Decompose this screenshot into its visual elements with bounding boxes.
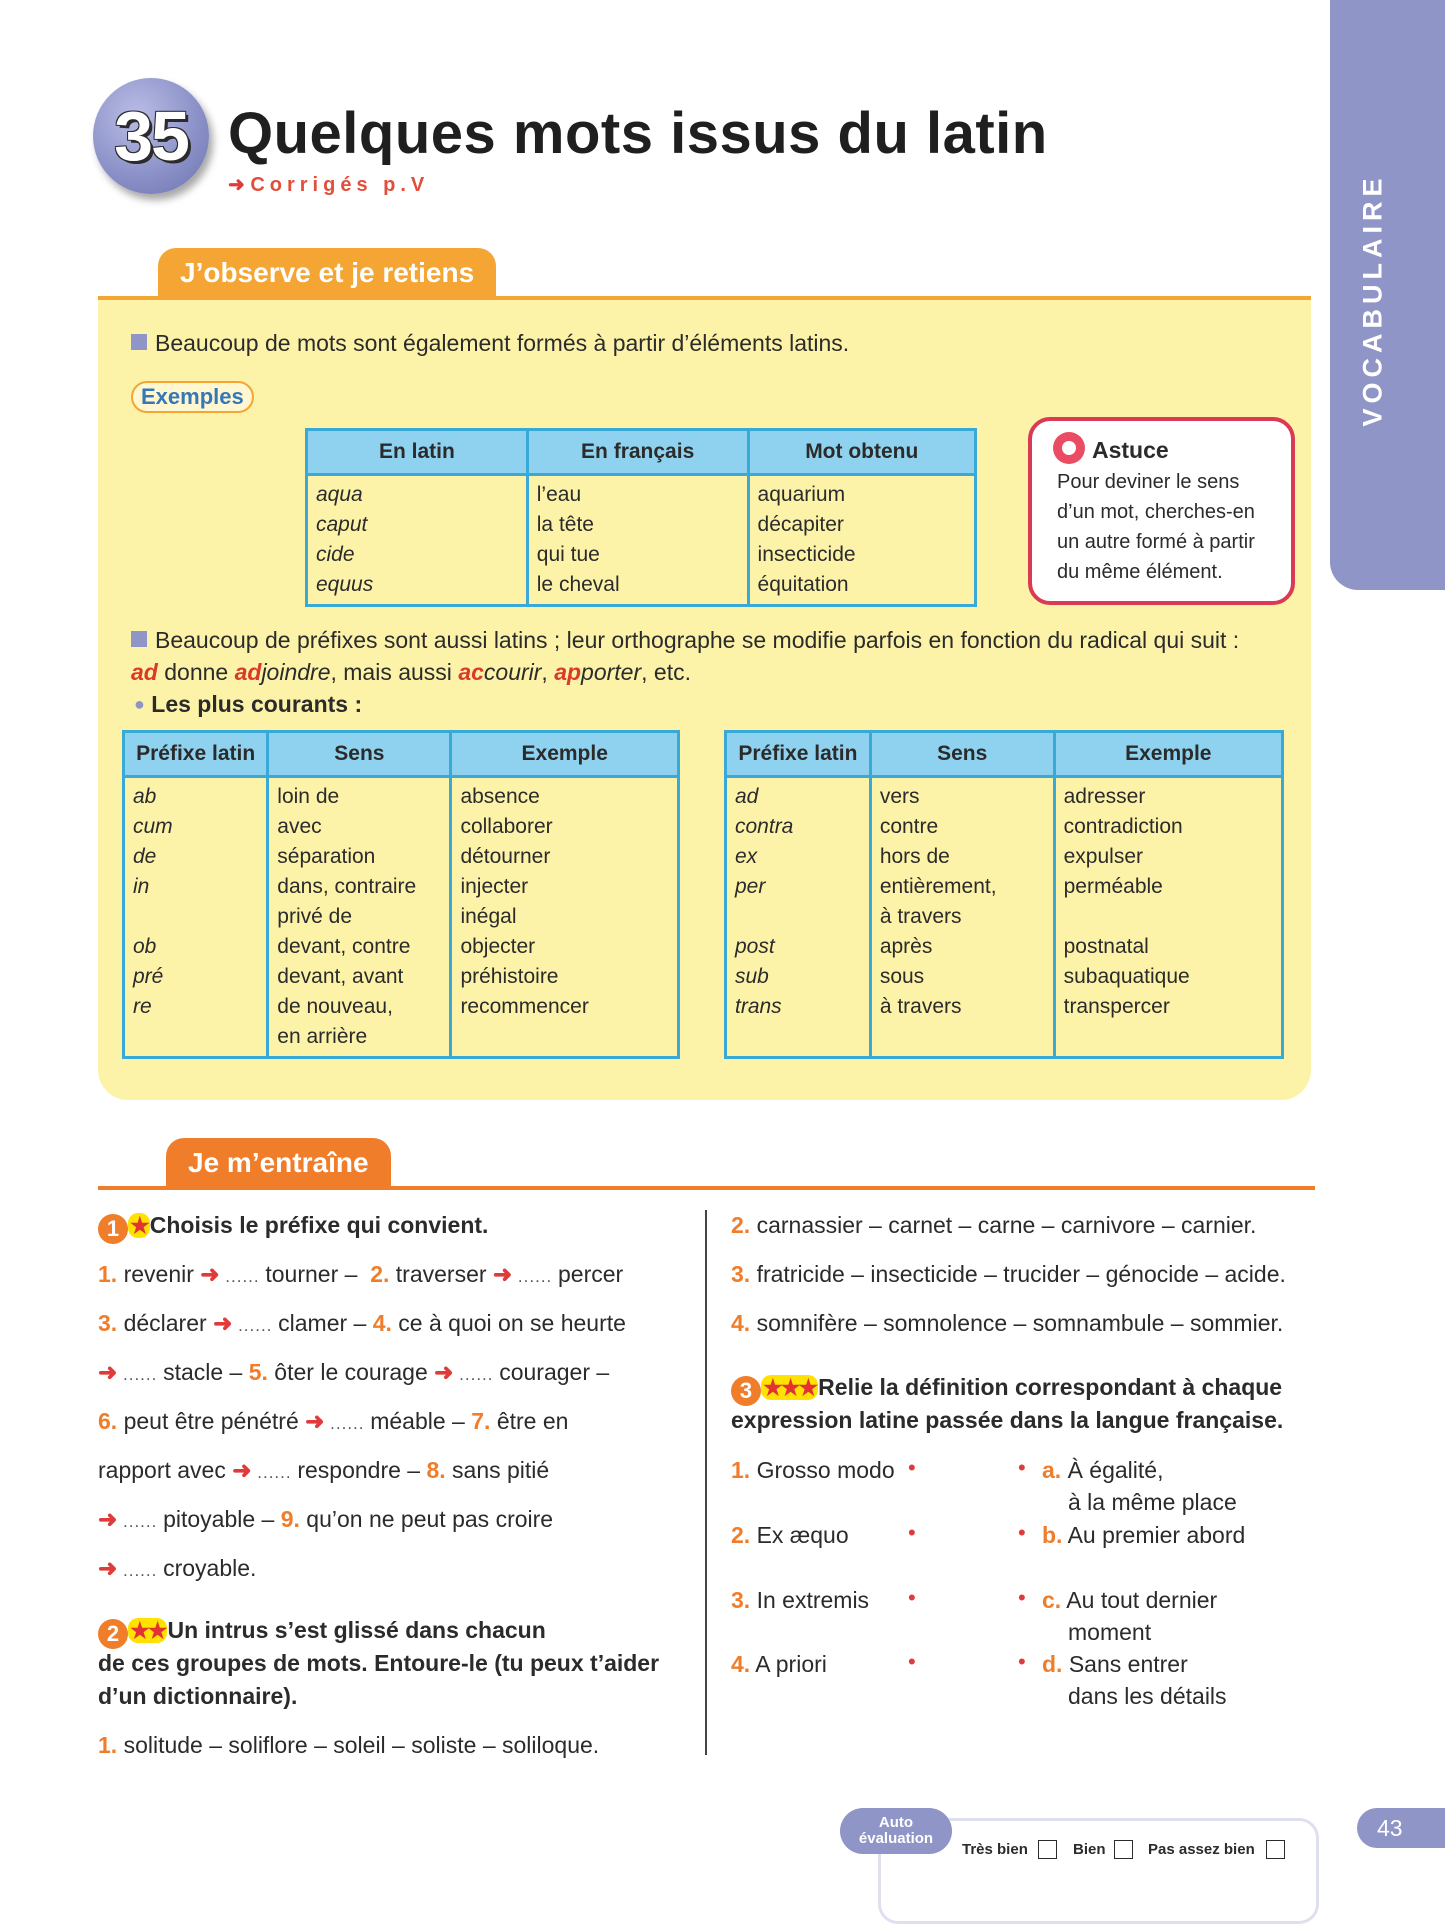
definition-item-cont: moment [1068,1619,1152,1645]
word-group: somnifère – somnolence – somnambule – sommier. [750,1310,1284,1336]
section-practice-rule [98,1186,1315,1190]
exercise-title-text: Relie la définition correspondant à chaque [818,1374,1283,1400]
text-fragment: croyable. [163,1555,257,1581]
prefix-table-left [122,730,680,1059]
table-cell: absence collaborer détourner injecter inégal objecter préhistoire recommencer [451,777,679,1058]
square-bullet-icon [131,631,147,647]
exercise-2-item [731,1210,1256,1240]
corriges-label: Corrigés p.V [250,174,430,196]
latin-words-table [305,428,977,607]
star-icon: ★ [130,1213,148,1238]
intro-paragraph [131,330,849,357]
item-number: 4. [731,1310,751,1336]
text-fragment: qu’on ne peut pas croire [299,1506,554,1532]
text-fragment: percer [558,1261,624,1287]
exercise-number-badge: 1 [98,1214,128,1244]
table-cell: vers contre hors de entièrement, à travers après sous à travers [870,777,1054,1058]
text-fragment: méable – [370,1408,472,1434]
checkbox-pas-assez-bien[interactable] [1266,1840,1285,1859]
corriges-link[interactable] [228,172,429,197]
expression-text: Ex æquo [750,1522,849,1548]
text-fragment: traverser [389,1261,493,1287]
exercise-1-line [98,1504,553,1537]
word-fragment: courir [483,659,542,685]
text-fragment: rapport avec [98,1457,233,1483]
word-group: fratricide – insecticide – trucider – génocide – acide. [750,1261,1286,1287]
link-dot[interactable]: • [1018,1585,1026,1610]
text-fragment: déclarer [117,1310,214,1336]
item-letter: d. [1042,1651,1063,1677]
item-number: 1. [98,1732,118,1758]
definition-item [1042,1649,1188,1679]
table-cell: loin de avec séparation dans, contraire privé de devant, contre devant, avant de nouveau, en arrière [268,777,451,1058]
arrow-right-icon: ➜ [232,1457,252,1483]
table-cell: equus [316,573,374,596]
exercise-title-text: Un intrus s’est glissé dans chacun [167,1617,546,1643]
table-cell: la tête [536,513,594,536]
arrow-right-icon: ➜ [200,1261,220,1287]
table-cell: équitation [757,573,849,596]
section-practice-tab: Je m’entraîne [166,1138,391,1188]
text-fragment: sans pitié [445,1457,550,1483]
definition-item [1042,1455,1163,1485]
text-fragment: , mais aussi [330,659,459,685]
expression-text: Grosso modo [750,1457,895,1483]
text-fragment: ôter le courage [267,1359,435,1385]
exercise-2-item [731,1259,1286,1289]
table-header: Exemple [1054,732,1282,777]
exercise-number-badge: 3 [731,1376,761,1406]
exercise-2-item [98,1730,599,1760]
item-number: 2. [731,1212,751,1238]
arrow-right-icon: ➜ [228,174,251,196]
item-number: 1. [731,1457,751,1483]
exercise-1-title [98,1210,488,1244]
table-header: Mot obtenu [748,430,975,475]
arrow-right-icon: ➜ [213,1310,233,1336]
item-number: 8. [426,1457,446,1483]
table-cell: qui tue [536,543,600,566]
table-header: Préfixe latin [726,732,871,777]
prefix-highlight: ap [554,659,582,685]
link-dot[interactable]: • [908,1585,916,1610]
text-fragment: stacle – [163,1359,249,1385]
astuce-title: Astuce [1092,437,1169,463]
astuce-text: Pour deviner le sens d’un mot, cherches-en un autre formé à partir du même élément. [1057,471,1255,583]
link-dot[interactable]: • [908,1455,916,1480]
link-dot[interactable]: • [908,1649,916,1674]
blank-field[interactable]: ...... [117,1561,164,1580]
table-header: Préfixe latin [124,732,268,777]
arrow-right-icon: ➜ [98,1555,118,1581]
link-dot[interactable]: • [1018,1649,1026,1674]
prefix-highlight: ac [458,659,484,685]
exercise-1-line [98,1455,549,1488]
definition-item-cont: à la même place [1068,1489,1237,1515]
option-pas-assez-bien-label: Pas assez bien [1148,1841,1255,1858]
page-title: Quelques mots issus du latin [228,101,1048,166]
table-cell: aqua [316,483,363,506]
item-letter: a. [1042,1457,1062,1483]
link-dot[interactable]: • [1018,1520,1026,1545]
exercise-3-title [731,1372,1282,1406]
word-group: carnassier – carnet – carne – carnivore – carnier. [750,1212,1257,1238]
expression-item [731,1585,869,1615]
blank-field[interactable]: ...... [453,1365,500,1384]
blank-field[interactable]: ...... [219,1267,266,1286]
item-number: 3. [731,1261,751,1287]
plus-courants-label: Les plus courants : [151,691,363,717]
table-cell: décapiter [757,513,844,536]
auto-evaluation-label [840,1808,952,1854]
item-number: 4. [372,1310,392,1336]
definition-text: Au tout dernier [1061,1587,1218,1613]
prefix-example-line [131,659,691,686]
auto-label-line: évaluation [858,1830,934,1847]
item-letter: b. [1042,1522,1063,1548]
definition-item-cont: dans les détails [1068,1683,1227,1709]
star-icon: ★★ [130,1618,166,1643]
definition-text: Sans entrer [1062,1651,1188,1677]
exercise-1-line [98,1553,256,1586]
expression-item [731,1649,827,1679]
table-header: Sens [870,732,1054,777]
text-fragment: clamer – [278,1310,373,1336]
table-header: En latin [307,430,528,475]
word-fragment: joindre [261,659,331,685]
prefix-intro-text: Beaucoup de préfixes sont aussi latins ; leur orthographe se modifie parfois en fonction du radical qui suit : [155,627,1240,653]
text-fragment: , etc. [641,659,691,685]
item-number: 5. [248,1359,268,1385]
item-letter: c. [1042,1587,1062,1613]
arrow-right-icon: ➜ [98,1359,118,1385]
definition-item [1042,1585,1217,1615]
latin-column [307,475,528,606]
link-dot[interactable]: • [908,1520,916,1545]
item-number: 2. [731,1522,751,1548]
definition-text: Au premier abord [1062,1522,1246,1548]
item-number: 2. [370,1261,390,1287]
table-cell: caput [316,513,368,536]
blank-field[interactable]: ...... [117,1365,164,1384]
expression-item [731,1520,849,1550]
table-cell: le cheval [536,573,620,596]
table-header: En français [527,430,748,475]
french-column [527,475,748,606]
plus-courants-line [134,691,362,718]
text-fragment: ce à quoi on se heurte [391,1310,626,1336]
arrow-right-icon: ➜ [98,1506,118,1532]
link-dot[interactable]: • [1018,1455,1026,1480]
table-header: Exemple [451,732,679,777]
exercise-number-badge: 2 [98,1619,128,1649]
exercise-1-line [98,1357,609,1390]
column-divider [705,1210,707,1755]
arrow-right-icon: ➜ [492,1261,513,1287]
blank-field[interactable]: ...... [324,1414,371,1433]
prefix-intro [131,627,1239,654]
item-number: 1. [98,1261,118,1287]
text-fragment: respondre – [297,1457,427,1483]
option-tres-bien-label: Très bien [962,1841,1028,1858]
exercise-2-title-line: d’un dictionnaire). [98,1683,298,1709]
table-cell: ad contra ex per post sub trans [726,777,871,1058]
exercise-1-line [98,1406,568,1439]
option-bien-label: Bien [1073,1841,1106,1858]
item-number: 9. [280,1506,300,1532]
exercise-3-title-line: expression latine passée dans la langue française. [731,1407,1284,1433]
text-fragment: pitoyable – [163,1506,281,1532]
expression-text: In extremis [750,1587,870,1613]
star-icon: ★★★ [763,1375,817,1400]
checkbox-bien[interactable] [1114,1840,1133,1859]
exercise-1-line [98,1259,623,1292]
item-number: 6. [98,1408,118,1434]
item-number: 4. [731,1651,751,1677]
exemples-label: Exemples [131,381,254,413]
table-cell: aquarium [757,483,846,506]
section-observe-tab: J’observe et je retiens [158,248,496,298]
definition-text: À égalité, [1061,1457,1164,1483]
table-cell: l’eau [536,483,582,506]
prefix-table-right [724,730,1284,1059]
square-bullet-icon [131,334,147,350]
auto-label-line: Auto [878,1814,914,1831]
exercise-1-line [98,1308,626,1341]
text-fragment: être en [490,1408,569,1434]
blank-field[interactable]: ...... [117,1512,164,1531]
text-fragment: tourner – [265,1261,371,1287]
exercise-2-title-line: de ces groupes de mots. Entoure-le (tu peux t’aider [98,1650,660,1676]
round-bullet-icon: ● [134,694,145,714]
blank-field[interactable]: ...... [232,1316,279,1335]
blank-field[interactable]: ...... [251,1463,298,1482]
expression-item [731,1455,895,1485]
definition-item [1042,1520,1245,1550]
table-cell: cide [316,543,355,566]
checkbox-tres-bien[interactable] [1038,1840,1057,1859]
exercise-2-title [98,1615,546,1649]
item-number: 3. [98,1310,118,1336]
exercise-2-item [731,1308,1283,1338]
side-tab-label: VOCABULAIRE [1357,173,1388,427]
text-fragment: peut être pénétré [117,1408,306,1434]
item-number: 3. [731,1587,751,1613]
table-cell: insecticide [757,543,856,566]
blank-field[interactable]: ...... [512,1267,558,1286]
lesson-number: 35 [114,97,188,175]
exercise-title-text: Choisis le préfixe qui convient. [149,1212,489,1238]
item-number: 7. [471,1408,491,1434]
word-group: solitude – soliflore – soleil – soliste – soliloque. [117,1732,600,1758]
arrow-right-icon: ➜ [305,1408,325,1434]
prefix-highlight: ad [234,659,262,685]
word-fragment: porter [581,659,642,685]
text-fragment: , [541,659,555,685]
text-fragment: courager – [499,1359,610,1385]
table-cell: ab cum de in ob pré re [124,777,268,1058]
arrow-right-icon: ➜ [434,1359,454,1385]
lesson-number-badge [93,78,209,194]
table-cell: adresser contradiction expulser perméable postnatal subaquatique transpercer [1054,777,1282,1058]
text-fragment: revenir [117,1261,201,1287]
page-number: 43 [1357,1808,1445,1848]
table-header: Sens [268,732,451,777]
side-tab-label-wrap [1348,173,1398,427]
prefix-ad: ad [131,659,158,685]
expression-text: A priori [750,1651,827,1677]
lightbulb-icon-center [1062,441,1076,455]
word-column [748,475,975,606]
intro-text: Beaucoup de mots sont également formés à partir d’éléments latins. [155,330,850,356]
text-fragment: donne [157,659,235,685]
